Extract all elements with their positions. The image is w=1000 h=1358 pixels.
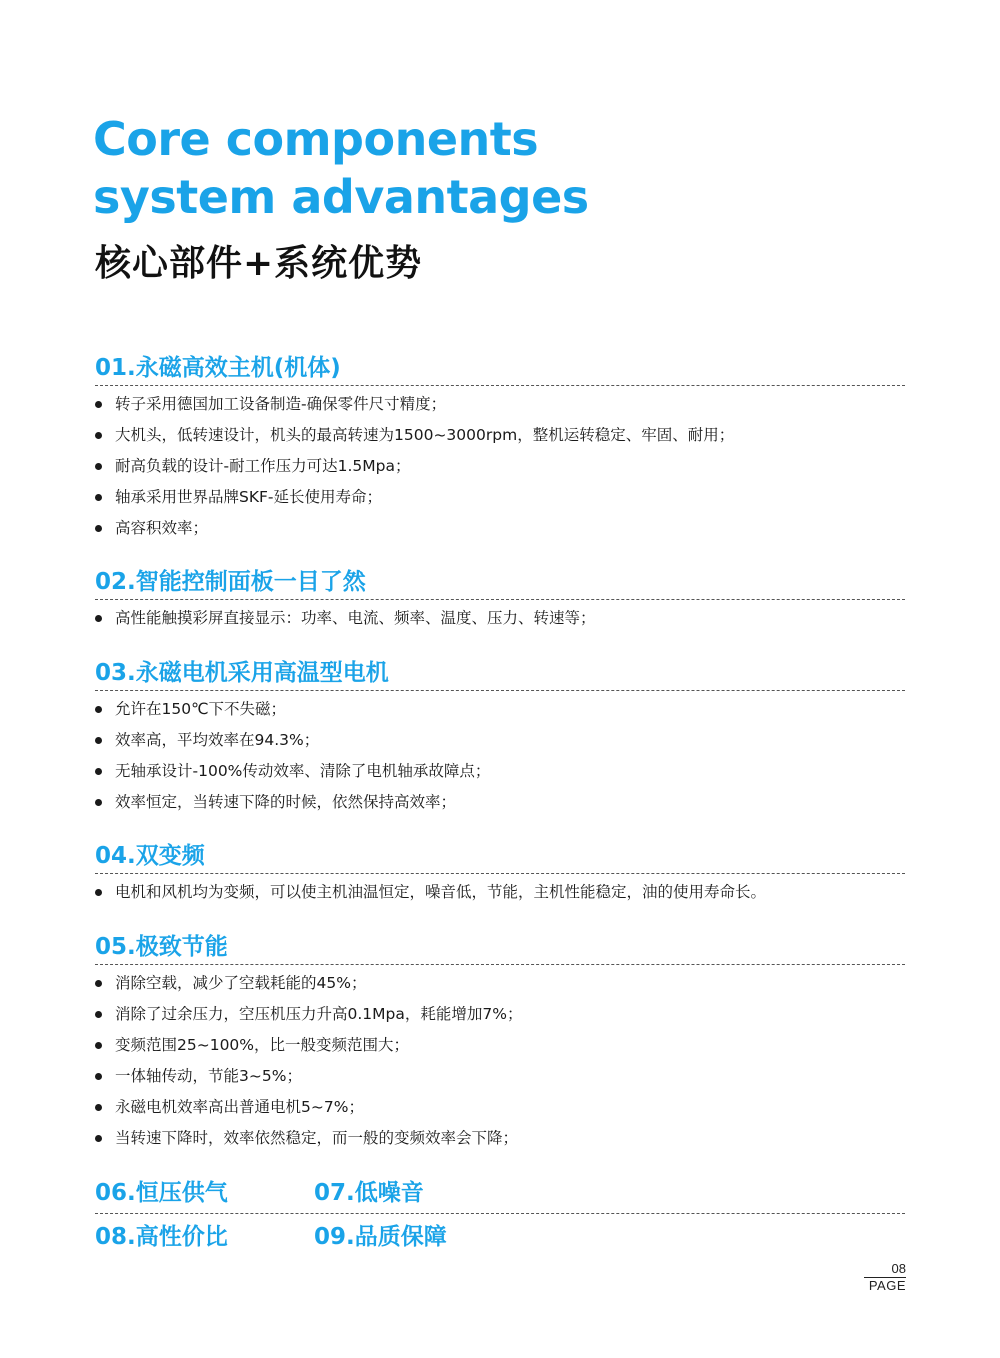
list-item-text: 电机和风机均为变频，可以使主机油温恒定，噪音低，节能，主机性能稳定，油的使用寿命长。 (115, 883, 767, 901)
extra-features (95, 1176, 905, 1260)
list-item-text: 无轴承设计-100%传动效率、清除了电机轴承故障点； (115, 762, 491, 780)
section-heading: 04.双变频 (95, 843, 205, 869)
extra-row-2 (95, 1220, 905, 1260)
section-items (95, 694, 905, 818)
list-item-text: 消除空载，减少了空载耗能的45%； (115, 974, 367, 992)
list-item (95, 999, 905, 1030)
section-heading: 01.永磁高效主机(机体) (95, 355, 341, 381)
section-03 (95, 658, 905, 818)
list-item (95, 1123, 905, 1154)
bullet-icon (95, 1042, 102, 1049)
english-title-line-2: system advantages (93, 170, 589, 224)
bullet-icon (95, 615, 102, 622)
list-item (95, 877, 905, 908)
section-04 (95, 841, 905, 908)
list-item (95, 756, 905, 787)
bullet-icon (95, 1135, 102, 1142)
chinese-title: 核心部件+系统优势 (95, 243, 423, 284)
feature-09: 09.品质保障 (314, 1224, 447, 1250)
list-item-text: 大机头，低转速设计，机头的最高转速为1500~3000rpm，整机运转稳定、牢固、耐用； (115, 426, 735, 444)
dashed-divider (95, 690, 905, 691)
list-item (95, 451, 905, 482)
section-01 (95, 353, 905, 544)
section-heading: 05.极致节能 (95, 934, 228, 960)
list-item-text: 允许在150℃下不失磁； (115, 700, 286, 718)
list-item-text: 效率恒定，当转速下降的时候，依然保持高效率； (115, 793, 457, 811)
list-item (95, 968, 905, 999)
extra-row-1 (95, 1176, 905, 1216)
section-05 (95, 932, 905, 1154)
section-items (95, 603, 905, 634)
bullet-icon (95, 401, 102, 408)
bullet-icon (95, 432, 102, 439)
english-title (93, 110, 589, 226)
bullet-icon (95, 980, 102, 987)
list-item (95, 420, 905, 451)
bullet-icon (95, 463, 102, 470)
page-label: PAGE (868, 1278, 906, 1293)
page-number-block (864, 1262, 906, 1293)
list-item-text: 耐高负载的设计-耐工作压力可达1.5Mpa； (115, 457, 411, 475)
bullet-icon (95, 1073, 102, 1080)
list-item (95, 513, 905, 544)
bullet-icon (95, 525, 102, 532)
section-heading: 03.永磁电机采用高温型电机 (95, 660, 389, 686)
feature-08: 08.高性价比 (95, 1224, 228, 1250)
dashed-divider (95, 873, 905, 874)
bullet-icon (95, 768, 102, 775)
list-item-text: 效率高，平均效率在94.3%； (115, 731, 320, 749)
list-item-text: 变频范围25~100%，比一般变频范围大； (115, 1036, 410, 1054)
list-item-text: 转子采用德国加工设备制造-确保零件尺寸精度； (115, 395, 447, 413)
section-items (95, 968, 905, 1154)
dashed-divider (95, 964, 905, 965)
list-item (95, 1030, 905, 1061)
bullet-icon (95, 1011, 102, 1018)
bullet-icon (95, 799, 102, 806)
bullet-icon (95, 494, 102, 501)
list-item (95, 482, 905, 513)
section-items (95, 389, 905, 544)
list-item-text: 消除了过余压力，空压机压力升高0.1Mpa，耗能增加7%； (115, 1005, 523, 1023)
list-item (95, 725, 905, 756)
list-item-text: 高容积效率； (115, 519, 209, 537)
bullet-icon (95, 889, 102, 896)
list-item (95, 1092, 905, 1123)
bullet-icon (95, 706, 102, 713)
feature-06: 06.恒压供气 (95, 1180, 228, 1206)
list-item (95, 603, 905, 634)
list-item-text: 一体轴传动，节能3~5%； (115, 1067, 302, 1085)
dashed-divider (95, 599, 905, 600)
bullet-icon (95, 1104, 102, 1111)
dashed-divider (95, 385, 905, 386)
list-item-text: 高性能触摸彩屏直接显示：功率、电流、频率、温度、压力、转速等； (115, 609, 596, 627)
list-item-text: 当转速下降时，效率依然稳定，而一般的变频效率会下降； (115, 1129, 519, 1147)
list-item (95, 1061, 905, 1092)
list-item (95, 787, 905, 818)
section-02 (95, 567, 905, 634)
list-item (95, 389, 905, 420)
feature-07: 07.低噪音 (314, 1180, 424, 1206)
section-items (95, 877, 905, 908)
bullet-icon (95, 737, 102, 744)
section-heading: 02.智能控制面板一目了然 (95, 569, 366, 595)
english-title-line-1: Core components (93, 112, 539, 166)
list-item (95, 694, 905, 725)
list-item-text: 轴承采用世界品牌SKF-延长使用寿命； (115, 488, 383, 506)
list-item-text: 永磁电机效率高出普通电机5~7%； (115, 1098, 364, 1116)
page-number: 08 (891, 1261, 906, 1276)
